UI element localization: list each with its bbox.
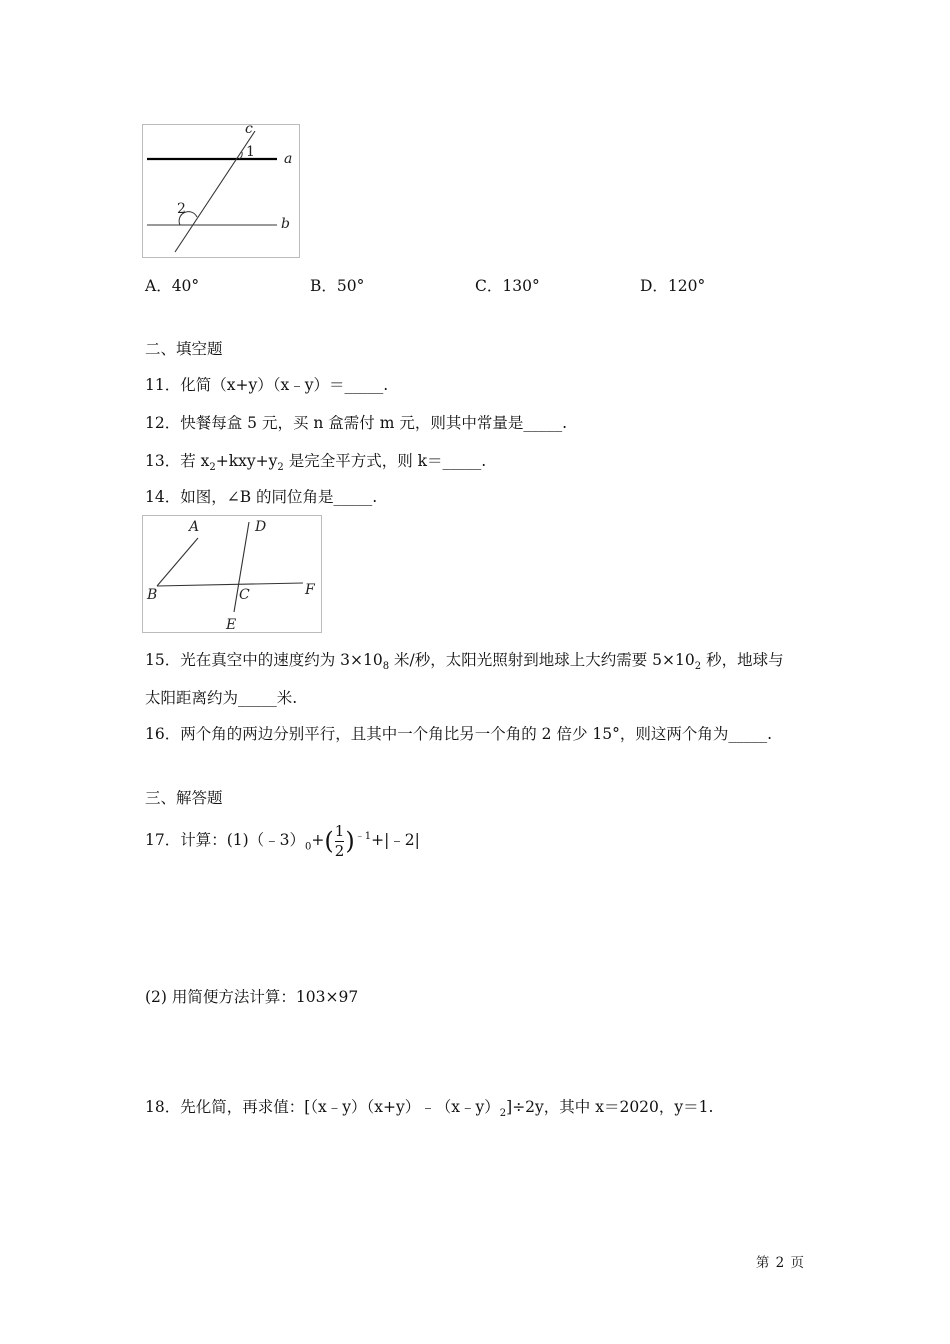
label-a: a [284, 151, 293, 167]
q15-mid: 米/秒，太阳光照射到地球上大约需要 5×10 [389, 651, 695, 669]
question-15 [145, 648, 784, 672]
figure-parallel-lines-transversal [142, 124, 300, 258]
q18-post: ]÷2y，其中 x＝2020，y＝1. [506, 1098, 714, 1116]
figure2-drawing [143, 516, 321, 632]
q18-exp: 2 [499, 1108, 507, 1120]
section-solve-heading: 三、解答题 [145, 789, 223, 807]
q17-exp0: 0 [305, 841, 312, 853]
q15-post: 秒，地球与 [701, 651, 784, 669]
q13-mid: +kxy+y [215, 452, 278, 470]
q18-pre: 18．先化简，再求值：[（x﹣y）（x+y）﹣（x﹣y） [145, 1098, 500, 1116]
q13-exp2: 2 [277, 462, 284, 474]
q17-exp-neg1: ﹣1 [354, 831, 372, 842]
label-b: b [281, 216, 290, 232]
question-15-line2: 太阳距离约为_____米. [145, 689, 298, 707]
label-F: F [305, 582, 315, 598]
q13-exp1: 2 [209, 462, 216, 474]
question-11: 11．化简（x+y）（x﹣y）＝_____. [145, 376, 389, 394]
option-b: B．50° [310, 277, 365, 295]
option-a: A．40° [145, 277, 200, 295]
q17-plus: + [311, 831, 325, 850]
label-c: c [245, 125, 253, 137]
label-B: B [147, 587, 158, 603]
q17-fraction [334, 821, 345, 860]
q17-post: +|﹣2| [371, 831, 420, 850]
line-c [175, 131, 255, 252]
q15-pre: 15．光在真空中的速度约为 3×10 [145, 651, 383, 669]
label-D: D [255, 519, 267, 535]
question-17-part2: (2) 用简便方法计算：103×97 [145, 988, 359, 1006]
q17-denominator: 2 [334, 841, 345, 860]
figure1-drawing [143, 125, 299, 257]
label-E: E [226, 617, 237, 632]
line-ba [157, 538, 198, 586]
question-16: 16．两个角的两边分别平行，且其中一个角比另一个角的 2 倍少 15°，则这两个角为_____. [145, 725, 773, 743]
question-17 [145, 818, 420, 866]
section-fill-blank-heading: 二、填空题 [145, 340, 223, 358]
figure-corresponding-angles [142, 515, 322, 633]
label-angle2: 2 [177, 201, 186, 217]
q17-numerator: 1 [334, 821, 345, 840]
page-number: 第 2 页 [755, 1255, 805, 1271]
question-12: 12．快餐每盒 5 元，买 n 盒需付 m 元，则其中常量是_____. [145, 414, 568, 432]
q17-lparen: ( [324, 827, 334, 856]
line-bf [157, 583, 303, 586]
q13-post: 是完全平方式，则 k＝_____. [283, 452, 487, 470]
label-C: C [239, 587, 250, 603]
option-c: C．130° [475, 277, 540, 295]
q15-exp2: 2 [694, 661, 702, 673]
question-13 [145, 449, 486, 473]
q15-exp1: 8 [382, 661, 390, 673]
q17-pre: 17．计算：(1)（﹣3） [145, 831, 306, 850]
label-A: A [189, 519, 200, 535]
question-18 [145, 1095, 713, 1119]
q17-rparen: ) [345, 827, 355, 856]
label-angle1: 1 [246, 144, 255, 160]
question-14: 14．如图，∠B 的同位角是_____. [145, 488, 378, 506]
q13-pre: 13．若 x [145, 452, 210, 470]
option-d: D．120° [640, 277, 706, 295]
